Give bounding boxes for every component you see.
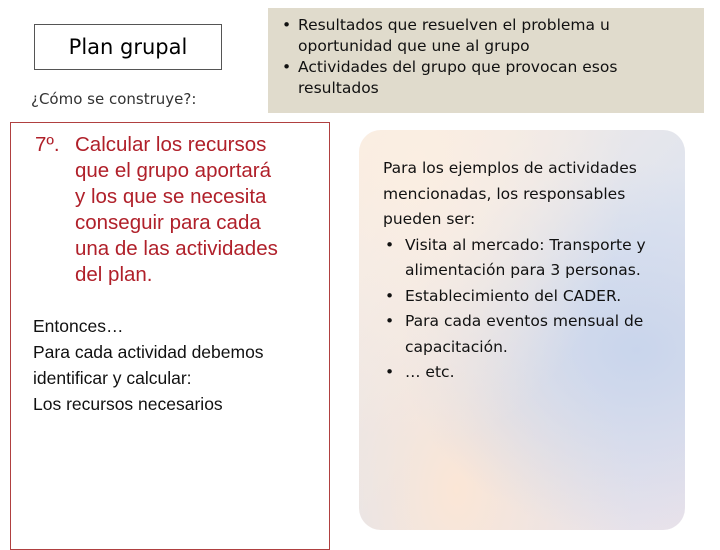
- summary-box: [268, 8, 704, 113]
- examples-panel: [359, 130, 685, 530]
- slide-title: Plan grupal: [34, 24, 222, 70]
- examples-intro: Para los ejemplos de actividades mencionadas, los responsables pueden ser:: [383, 159, 637, 228]
- step-line: y los que se necesita: [75, 185, 267, 208]
- slide-subtitle: ¿Cómo se construye?:: [31, 90, 197, 108]
- body-line: Entonces…: [33, 316, 124, 336]
- summary-item: • Resultados que resuelven el problema u oportunidad que une al grupo: [280, 15, 694, 57]
- summary-item: • Actividades del grupo que provocan esos resultados: [280, 57, 694, 99]
- step-number: 7º.: [35, 133, 60, 156]
- step-panel: [10, 122, 330, 550]
- step-body: [33, 313, 264, 417]
- body-line: identificar y calcular:: [33, 368, 192, 388]
- step-line: conseguir para cada: [75, 211, 261, 234]
- example-item: • Para cada eventos mensual de capacitación.: [383, 309, 671, 360]
- step-heading: [35, 132, 331, 288]
- body-line: Para cada actividad debemos: [33, 342, 264, 362]
- step-text: Calcular los recursos: [75, 133, 267, 156]
- example-item: • Establecimiento del CADER.: [383, 284, 671, 310]
- summary-list: [280, 15, 694, 99]
- step-line: que el grupo aportará: [75, 159, 272, 182]
- body-line: Los recursos necesarios: [33, 394, 223, 414]
- example-item: • Visita al mercado: Transporte y alimentación para 3 personas.: [383, 233, 671, 284]
- example-item: • … etc.: [383, 360, 671, 386]
- step-line: del plan.: [75, 263, 153, 286]
- examples-list: [383, 233, 671, 386]
- step-first-line: [35, 132, 331, 158]
- step-line: una de las actividades: [75, 237, 278, 260]
